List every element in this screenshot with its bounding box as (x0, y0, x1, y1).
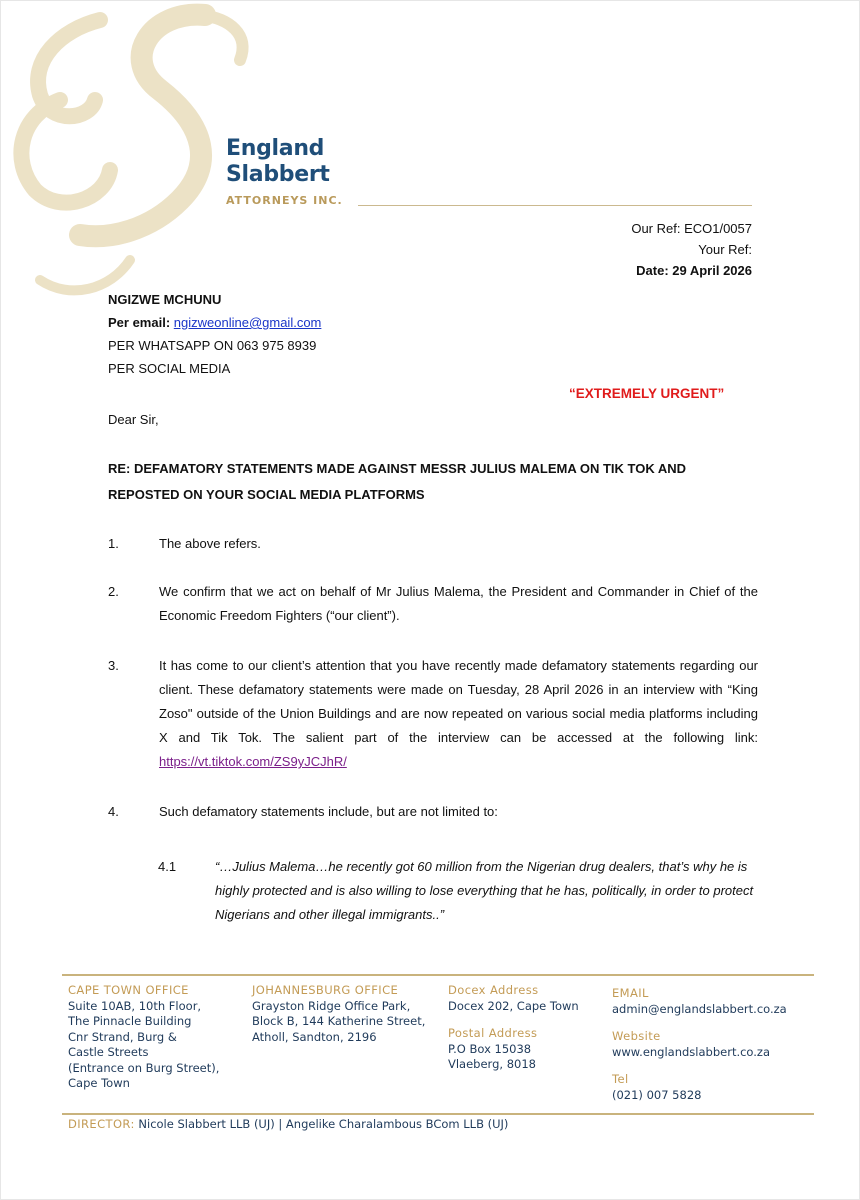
cape-town-line: The Pinnacle Building (68, 1014, 192, 1028)
postal-line: Vlaeberg, 8018 (448, 1057, 536, 1071)
brand-name-line2: Slabbert (226, 162, 330, 187)
cape-town-line: Cape Town (68, 1076, 130, 1090)
paragraph-number: 2. (108, 584, 119, 599)
paragraph-1 (108, 532, 758, 556)
postal-line: P.O Box 15038 (448, 1041, 532, 1056)
footer-email[interactable]: admin@englandslabbert.co.za (612, 1001, 787, 1016)
paragraph-number: 1. (108, 536, 119, 551)
johannesburg-line: Block B, 144 Katherine Street, (252, 1014, 426, 1028)
paragraph-4 (108, 800, 758, 824)
tel-heading: Tel (612, 1072, 629, 1086)
johannesburg-line: Atholl, Sandton, 2196 (252, 1029, 377, 1044)
brand-block (226, 136, 343, 207)
paragraph-body: It has come to our client’s attention that you have recently made defamatory statements regarding our client. These defamatory statements were made on Tuesday, 28 April 2026 in an interview with “King Zoso" outside of the Union Buildings and are now repeated on various social media platforms including X and Tik Tok. The salient part of the interview can be accessed at the following link: (159, 658, 758, 745)
johannesburg-heading: JOHANNESBURG OFFICE (252, 983, 399, 997)
salutation: Dear Sir, (108, 412, 159, 427)
cape-town-line: Cnr Strand, Burg & (68, 1029, 177, 1044)
paragraph-text: The above refers. (159, 536, 261, 551)
footer-divider-bottom (62, 1113, 814, 1115)
footer-tel: (021) 007 5828 (612, 1087, 702, 1102)
urgent-notice: “EXTREMELY URGENT” (569, 386, 725, 401)
website-heading: Website (612, 1029, 661, 1043)
cape-town-heading: CAPE TOWN OFFICE (68, 983, 189, 997)
cape-town-line: Suite 10AB, 10th Floor, (68, 998, 202, 1013)
brand-name-line1: England (226, 136, 325, 161)
paragraph-text: We confirm that we act on behalf of Mr Julius Malema, the President and Commander in Chief of the Economic Freedom Fighters (“our client”). (159, 584, 758, 623)
footer-contact (612, 986, 787, 1103)
your-ref: Your Ref: (698, 242, 752, 257)
paragraph-text (159, 654, 758, 774)
cape-town-line: Castle Streets (68, 1045, 149, 1059)
paragraph-number: 4. (108, 804, 119, 819)
paragraph-2 (108, 580, 758, 628)
brand-subtitle: ATTORNEYS INC. (226, 194, 343, 207)
johannesburg-line: Grayston Ridge Office Park, (252, 998, 411, 1013)
paragraph-number: 3. (108, 658, 119, 673)
postal-heading: Postal Address (448, 1026, 538, 1040)
addressee-name: NGIZWE MCHUNU (108, 292, 222, 307)
director-names: Nicole Slabbert LLB (UJ) | Angelike Charalambous BCom LLB (UJ) (138, 1117, 509, 1131)
letter-date: Date: 29 April 2026 (636, 263, 752, 278)
paragraph-text: Such defamatory statements include, but are not limited to: (159, 804, 498, 819)
tiktok-link[interactable]: https://vt.tiktok.com/ZS9yJCJhR/ (159, 754, 347, 769)
subject-heading (108, 456, 758, 508)
quoted-statement: “…Julius Malema…he recently got 60 million from the Nigerian drug dealers, that’s why he is highly protected and is also willing to lose everything that he has, politically, in order to protect Nigerians and other illegal immigrants..” (215, 859, 754, 922)
directors-line (68, 1117, 508, 1131)
reference-block (631, 218, 752, 281)
footer-website[interactable]: www.englandslabbert.co.za (612, 1044, 771, 1059)
email-label: Per email: (108, 315, 171, 330)
addressee-social: PER SOCIAL MEDIA (108, 361, 231, 376)
footer-docex (448, 983, 579, 1073)
paragraph-3 (108, 654, 758, 774)
addressee-whatsapp: PER WHATSAPP ON 063 975 8939 (108, 338, 317, 353)
sub-paragraph-number: 4.1 (158, 859, 177, 874)
subject-line-1: RE: DEFAMATORY STATEMENTS MADE AGAINST MESSR JULIUS MALEMA ON TIK TOK AND (108, 461, 687, 476)
addressee-block (108, 288, 321, 380)
subject-line-2: REPOSTED ON YOUR SOCIAL MEDIA PLATFORMS (108, 487, 425, 502)
email-heading: EMAIL (612, 986, 649, 1000)
our-ref: Our Ref: ECO1/0057 (631, 221, 752, 236)
sub-paragraph-4-1 (158, 855, 758, 927)
email-link[interactable]: ngizweonline@gmail.com (173, 315, 322, 330)
docex-line: Docex 202, Cape Town (448, 998, 579, 1013)
footer-divider-top (62, 974, 814, 976)
cape-town-line: (Entrance on Burg Street), (68, 1060, 220, 1075)
docex-heading: Docex Address (448, 983, 539, 997)
addressee-email-line (108, 311, 321, 334)
director-label: DIRECTOR: (68, 1117, 135, 1131)
footer-johannesburg (252, 983, 425, 1045)
footer-cape-town (68, 983, 219, 1092)
brand-divider (358, 205, 752, 206)
